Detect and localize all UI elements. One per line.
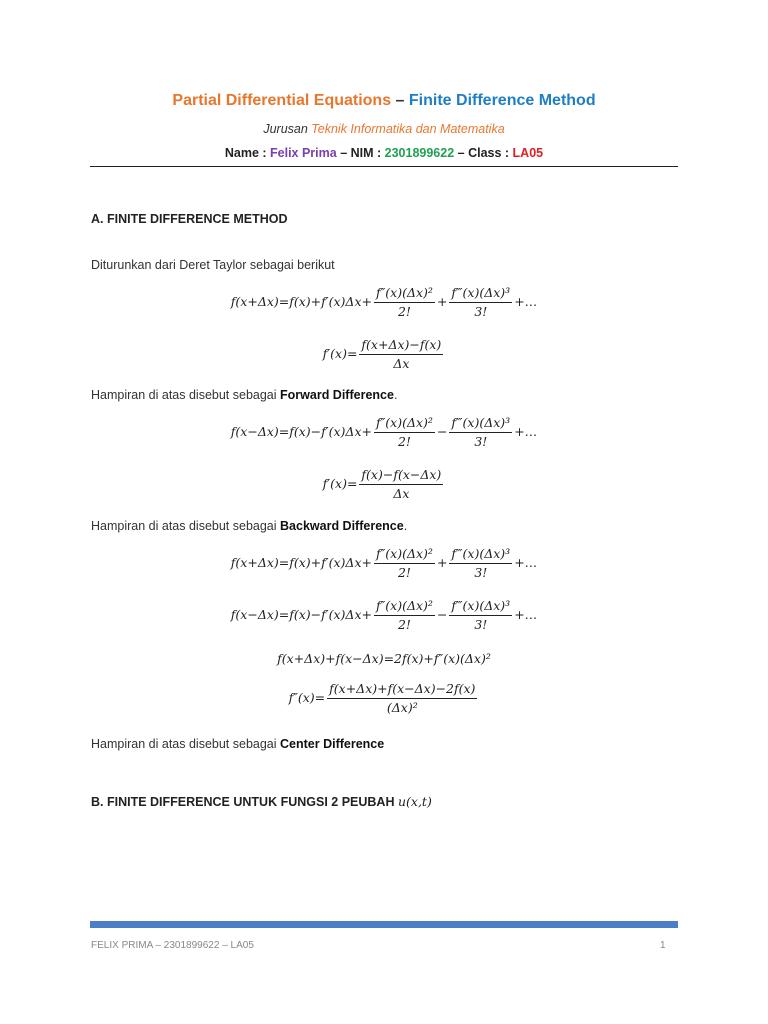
footer-page-number: 1: [660, 940, 666, 951]
eq2-den: Δx: [393, 356, 410, 371]
eq6-mid: −: [436, 607, 448, 622]
eq5-f2-num: f‴(x)(Δx)³: [449, 545, 512, 564]
eq1-f2-den: 3!: [474, 304, 488, 319]
eq2-fraction: [359, 336, 443, 373]
equation-taylor-forward-2: [0, 545, 768, 582]
eq8-lhs: f″(x)=: [288, 690, 326, 705]
equation-sum: f(x+Δx)+f(x−Δx)=2f(x)+f″(x)(Δx)²: [277, 651, 491, 666]
center-term: Center Difference: [280, 737, 385, 751]
eq6-tail: +…: [514, 607, 538, 622]
name-label: Name :: [224, 146, 271, 160]
eq6-f2-den: 3!: [474, 617, 488, 632]
eq4-den: Δx: [393, 486, 410, 501]
eq1-f2-num: f‴(x)(Δx)³: [449, 284, 512, 303]
eq1-mid: +: [436, 294, 448, 309]
title-dash: –: [391, 92, 409, 109]
eq5-lhs: f(x+Δx)=f(x)+f′(x)Δx+: [230, 555, 372, 570]
equation-forward-difference: [0, 336, 768, 373]
footer-bar: [90, 921, 678, 928]
eq8-num: f(x+Δx)+f(x−Δx)−2f(x): [327, 680, 477, 699]
eq3-fraction-2: [449, 414, 512, 451]
eq2-lhs: f′(x)=: [322, 346, 358, 361]
eq6-f1-den: 2!: [397, 617, 411, 632]
eq3-f2-den: 3!: [474, 434, 488, 449]
eq1-f1-num: f″(x)(Δx)²: [374, 284, 435, 303]
equation-taylor-forward: [0, 284, 768, 321]
eq5-f1-den: 2!: [397, 565, 411, 580]
equation-taylor-backward-2: [0, 597, 768, 634]
section-b-heading-text: B. FINITE DIFFERENCE UNTUK FUNGSI 2 PEUBAH: [91, 795, 398, 809]
subtitle-department: Teknik Informatika dan Matematika: [311, 122, 505, 136]
eq6-fraction-1: [374, 597, 435, 634]
eq6-f2-num: f‴(x)(Δx)³: [449, 597, 512, 616]
eq4-num: f(x)−f(x−Δx): [359, 466, 443, 485]
name-value: Felix Prima: [270, 146, 337, 160]
eq5-mid: +: [436, 555, 448, 570]
equation-taylor-backward: [0, 414, 768, 451]
eq5-fraction-2: [449, 545, 512, 582]
backward-prefix: Hampiran di atas disebut sebagai: [91, 519, 281, 533]
eq2-num: f(x+Δx)−f(x): [359, 336, 443, 355]
class-value: LA05: [512, 146, 544, 160]
eq1-fraction-1: [374, 284, 435, 321]
forward-term: Forward Difference: [280, 388, 394, 402]
header-divider: [90, 166, 678, 167]
center-difference-note: [91, 737, 384, 751]
eq1-f1-den: 2!: [397, 304, 411, 319]
forward-difference-note: [91, 388, 397, 402]
section-a-intro: Diturunkan dari Deret Taylor sebagai berikut: [91, 258, 335, 272]
backward-suffix: .: [403, 519, 408, 533]
eq1-lhs: f(x+Δx)=f(x)+f′(x)Δx+: [230, 294, 372, 309]
document-subtitle: [0, 122, 768, 136]
eq5-f1-num: f″(x)(Δx)²: [374, 545, 435, 564]
eq1-tail: +…: [514, 294, 538, 309]
eq6-lhs: f(x−Δx)=f(x)−f′(x)Δx+: [230, 607, 372, 622]
section-b-heading: [91, 794, 432, 809]
eq6-fraction-2: [449, 597, 512, 634]
footer-author: FELIX PRIMA – 2301899622 – LA05: [91, 940, 254, 951]
eq3-lhs: f(x−Δx)=f(x)−f′(x)Δx+: [230, 424, 372, 439]
title-part2: Finite Difference Method: [408, 92, 596, 109]
eq3-f1-den: 2!: [397, 434, 411, 449]
equation-center-difference: [0, 680, 768, 717]
backward-difference-note: [91, 519, 407, 533]
eq8-den: (Δx)²: [386, 700, 418, 715]
eq5-tail: +…: [514, 555, 538, 570]
eq3-f1-num: f″(x)(Δx)²: [374, 414, 435, 433]
section-a-heading: A. FINITE DIFFERENCE METHOD: [91, 212, 288, 226]
nim-label: – NIM :: [336, 146, 385, 160]
eq3-tail: +…: [514, 424, 538, 439]
nim-value: 2301899622: [384, 146, 455, 160]
eq4-lhs: f′(x)=: [322, 476, 358, 491]
eq3-mid: −: [436, 424, 448, 439]
eq3-fraction-1: [374, 414, 435, 451]
subtitle-prefix: Jurusan: [263, 122, 312, 136]
title-part1: Partial Differential Equations: [172, 92, 392, 109]
eq4-fraction: [359, 466, 443, 503]
forward-suffix: .: [393, 388, 398, 402]
center-prefix: Hampiran di atas disebut sebagai: [91, 737, 281, 751]
eq6-f1-num: f″(x)(Δx)²: [374, 597, 435, 616]
backward-term: Backward Difference: [280, 519, 404, 533]
section-b-heading-math: u(x,t): [397, 794, 432, 809]
eq5-f2-den: 3!: [474, 565, 488, 580]
eq3-f2-num: f‴(x)(Δx)³: [449, 414, 512, 433]
author-line: [0, 146, 768, 160]
class-label: – Class :: [454, 146, 513, 160]
eq8-fraction: [327, 680, 477, 717]
forward-prefix: Hampiran di atas disebut sebagai: [91, 388, 281, 402]
equation-backward-difference: [0, 466, 768, 503]
eq1-fraction-2: [449, 284, 512, 321]
eq5-fraction-1: [374, 545, 435, 582]
document-title: [0, 92, 768, 110]
